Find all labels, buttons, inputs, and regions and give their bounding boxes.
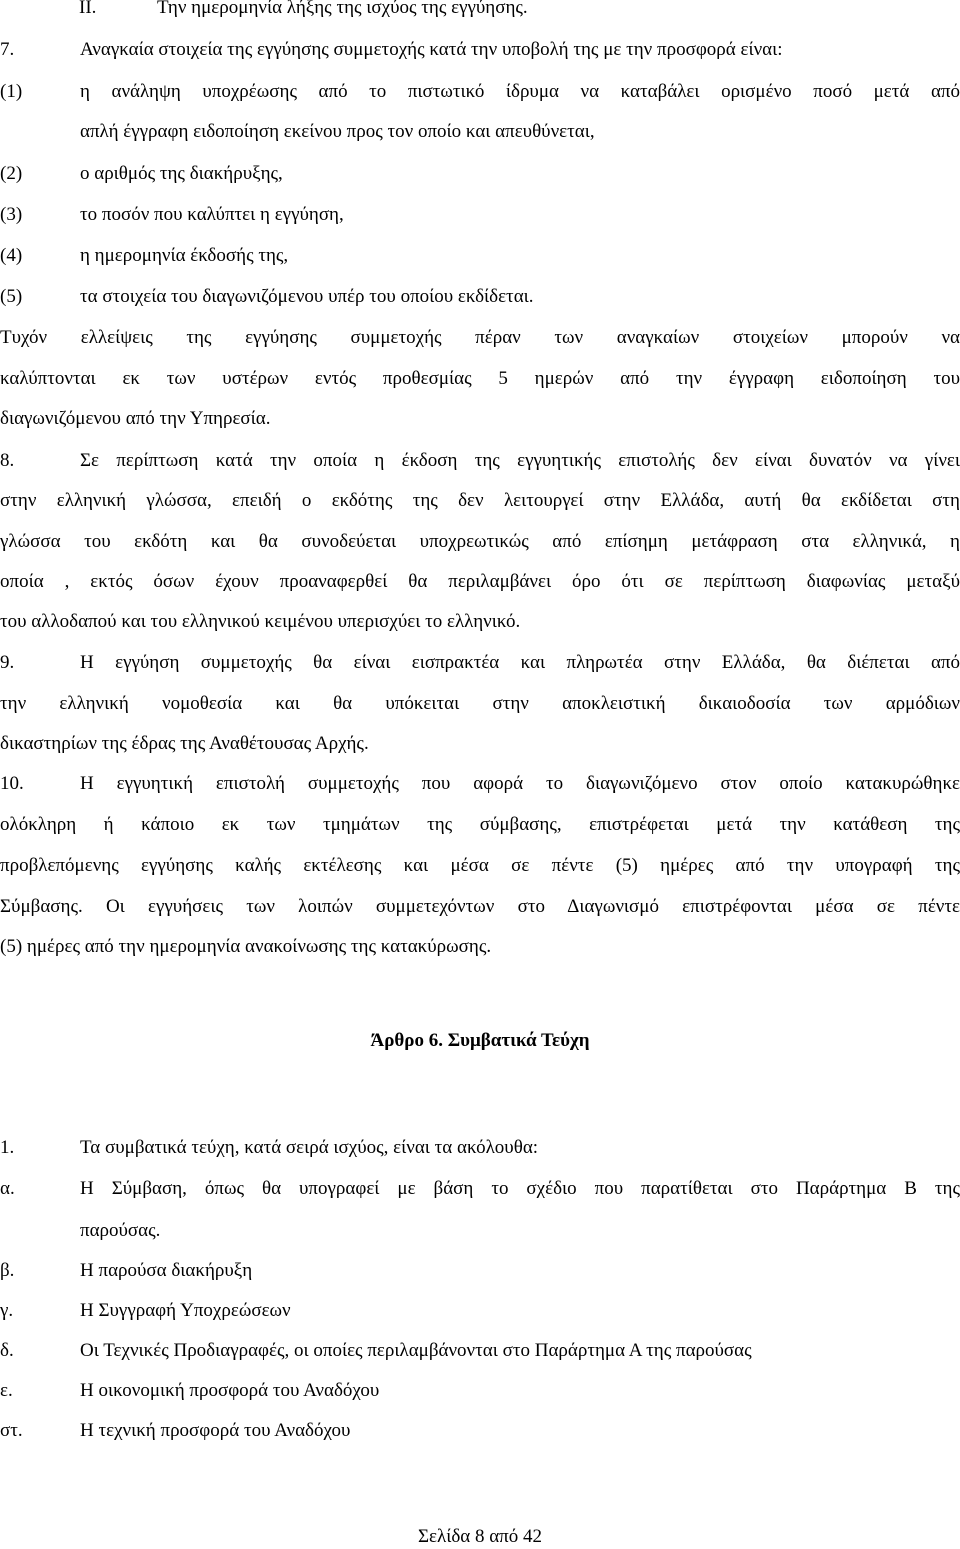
clause-7-item-mark: (4) xyxy=(0,245,23,266)
item-ii-text: Την ημερομηνία λήξης της ισχύος της εγγύησης. xyxy=(157,0,528,18)
contract-doc-mark: στ. xyxy=(0,1420,23,1441)
contract-doc-text: Η Συγγραφή Υποχρεώσεων xyxy=(80,1300,291,1321)
contract-doc-text: Η παρούσα διακήρυξη xyxy=(80,1260,253,1281)
contract-doc-mark: γ. xyxy=(0,1300,14,1321)
clause-9-number: 9. xyxy=(0,652,15,673)
clause-7-item-mark: (2) xyxy=(0,163,23,184)
clause-10-line: προβλεπόμενης εγγύησης καλής εκτέλεσης και μέσα σε πέντε (5) ημέρες από την υπογραφή της xyxy=(0,855,960,876)
clause-8-number: 8. xyxy=(0,450,15,471)
clause-9-line: δικαστηρίων της έδρας της Αναθέτουσας Αρχής. xyxy=(0,733,369,754)
clause-8-line: Σε περίπτωση κατά την οποία η έκδοση της εγγυητικής επιστολής δεν είναι δυνατόν να γίνει xyxy=(80,450,960,471)
clause-8-line: γλώσσα του εκδότη και θα συνοδεύεται υποχρεωτικώς από επίσημη μετάφραση στα ελληνικά, η xyxy=(0,531,960,552)
contract-doc-mark: α. xyxy=(0,1178,15,1199)
clause-10-line: Η εγγυητική επιστολή συμμετοχής που αφορά το διαγωνιζόμενο στον οποίο κατακυρώθηκε xyxy=(80,773,960,794)
clause-7-item-text: η ημερομηνία έκδοσής της, xyxy=(80,245,289,266)
item-ii-mark: II. xyxy=(79,0,97,18)
clause-7-intro: Αναγκαία στοιχεία της εγγύησης συμμετοχής κατά την υποβολή της με την προσφορά είναι: xyxy=(80,39,783,60)
clause-7-item-text: το ποσόν που καλύπτει η εγγύηση, xyxy=(80,204,344,225)
page-number-footer: Σελίδα 8 από 42 xyxy=(417,1526,543,1547)
article-6-heading: Άρθρο 6. Συμβατικά Τεύχη xyxy=(370,1030,590,1051)
contract-doc-mark: δ. xyxy=(0,1340,14,1361)
clause-10-line: ολόκληρη ή κάποιο εκ των τμημάτων της σύμβασης, επιστρέφεται μετά την κατάθεση της xyxy=(0,814,960,835)
contract-doc-text: Οι Τεχνικές Προδιαγραφές, οι οποίες περιλαμβάνονται στο Παράρτημα Α της παρούσας xyxy=(80,1340,752,1361)
article-6-item-text: Τα συμβατικά τεύχη, κατά σειρά ισχύος, είναι τα ακόλουθα: xyxy=(80,1137,539,1158)
clause-8-line: του αλλοδαπού και του ελληνικού κειμένου υπερισχύει το ελληνικό. xyxy=(0,611,521,632)
deficiency-paragraph-line: καλύπτονται εκ των υστέρων εντός προθεσμίας 5 ημερών από την έγγραφη ειδοποίηση του xyxy=(0,368,960,389)
deficiency-paragraph-line: Τυχόν ελλείψεις της εγγύησης συμμετοχής πέραν των αναγκαίων στοιχείων μπορούν να xyxy=(0,327,960,348)
clause-8-line: οποία , εκτός όσων έχουν προαναφερθεί θα περιλαμβάνει όρο ότι σε περίπτωση διαφωνίας μεταξύ xyxy=(0,571,960,592)
contract-doc-text: παρούσας. xyxy=(80,1220,161,1241)
clause-10-line: (5) ημέρες από την ημερομηνία ανακοίνωσης της κατακύρωσης. xyxy=(0,936,492,957)
clause-7-item-mark: (5) xyxy=(0,286,23,307)
contract-doc-mark: ε. xyxy=(0,1380,13,1401)
article-6-item-mark: 1. xyxy=(0,1137,15,1158)
contract-doc-text: Η Σύμβαση, όπως θα υπογραφεί με βάση το σχέδιο που παρατίθεται στο Παράρτημα Β της xyxy=(80,1178,960,1199)
clause-10-line: Σύμβασης. Οι εγγυήσεις των λοιπών συμμετεχόντων στο Διαγωνισμό επιστρέφονται μέσα σε πέντε xyxy=(0,896,960,917)
deficiency-paragraph-line: διαγωνιζόμενου από την Υπηρεσία. xyxy=(0,408,271,429)
contract-doc-text: Η τεχνική προσφορά του Αναδόχου xyxy=(80,1420,351,1441)
clause-7-item-mark: (1) xyxy=(0,81,23,102)
contract-doc-mark: β. xyxy=(0,1260,15,1281)
clause-7-item-text: η ανάληψη υποχρέωσης από το πιστωτικό ίδρυμα να καταβάλει ορισμένο ποσό μετά από xyxy=(80,81,960,102)
clause-7-number: 7. xyxy=(0,39,15,60)
clause-7-item-mark: (3) xyxy=(0,204,23,225)
clause-10-number: 10. xyxy=(0,773,24,794)
clause-9-line: την ελληνική νομοθεσία και θα υπόκειται στην αποκλειστική δικαιοδοσία των αρμόδιων xyxy=(0,693,960,714)
clause-9-line: Η εγγύηση συμμετοχής θα είναι εισπρακτέα και πληρωτέα στην Ελλάδα, θα διέπεται από xyxy=(80,652,960,673)
clause-7-item-text: ο αριθμός της διακήρυξης, xyxy=(80,163,283,184)
contract-doc-text: Η οικονομική προσφορά του Αναδόχου xyxy=(80,1380,380,1401)
clause-8-line: στην ελληνική γλώσσα, επειδή ο εκδότης της δεν λειτουργεί στην Ελλάδα, αυτή θα εκδίδεται στη xyxy=(0,490,960,511)
clause-7-item-text: απλή έγγραφη ειδοποίηση εκείνου προς τον οποίο και απευθύνεται, xyxy=(80,121,595,142)
clause-7-item-text: τα στοιχεία του διαγωνιζόμενου υπέρ του οποίου εκδίδεται. xyxy=(80,286,534,307)
